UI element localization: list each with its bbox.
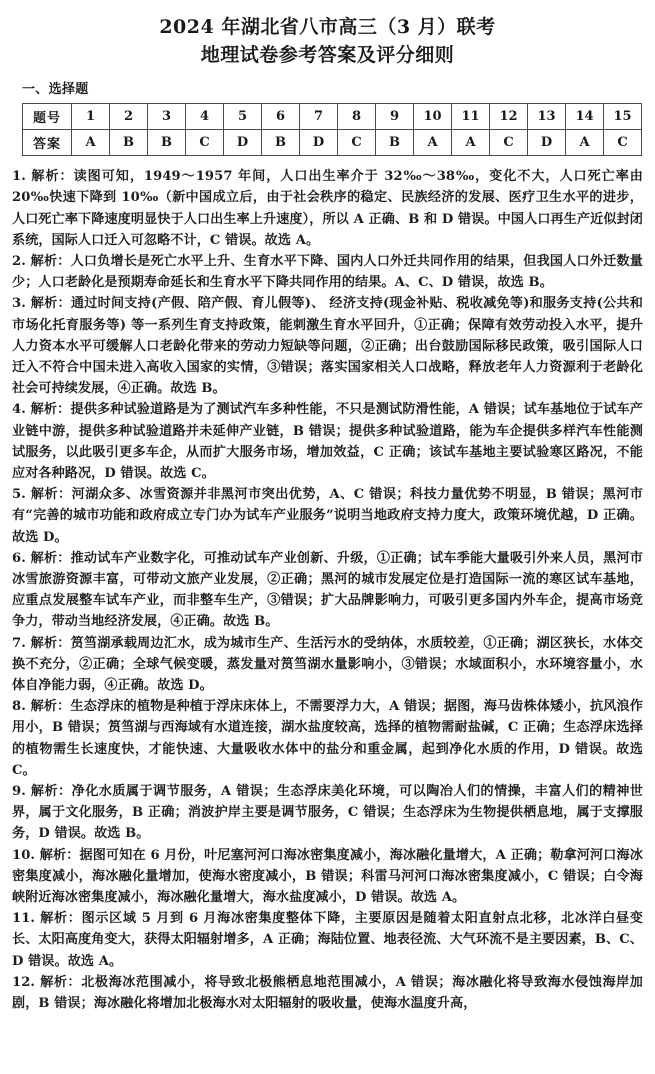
answer-cell: D — [224, 130, 262, 156]
question-number-cell: 5 — [224, 104, 262, 130]
question-number-cell: 12 — [490, 104, 528, 130]
explanation-item: 2. 解析：人口负增长是死亡水平上升、生育水平下降、国内人口外迁共同作用的结果，但我国人口外迁数量少；人口老龄化是预期寿命延长和生育水平下降共同作用的结果。A、C、D 错误，故选 B。 — [12, 253, 643, 291]
explanation-item: 11. 解析：图示区域 5 月到 6 月海冰密集度整体下降，主要原因是随着太阳直射点北移，北冰洋白昼变长、太阳高度角变大，获得太阳辐射增多，A 正确；海陆位置、地表径流、大气环流不是主要因素，B、C、D 错误。故选 A。 — [12, 911, 643, 969]
explanation-item: 1. 解析：读图可知，1949～1957 年间，人口出生率介于 32‰～38‰，变化不大，人口死亡率由 20‰快速下降到 10‰（新中国成立后，由于社会秩序的稳定、民族经济的发展、医疗卫生水平的进步，人口死亡率下降速度明显快于人口出生率上升速度），所以 A 正确、B 和 D 错误。中国人口再生产近似封闭系统，国际人口迁入可忽略不计，C 错误。故选 A。 — [12, 169, 643, 248]
explanation-item: 12. 解析：北极海冰范围减小，将导致北极熊栖息地范围减小，A 错误；海冰融化将导致海水侵蚀海岸加剧，B 错误；海冰融化将增加北极海水对太阳辐射的吸收量，使海水温度升高， — [12, 974, 643, 1012]
table-row-question-numbers — [23, 104, 642, 130]
explanation-item: 5. 解析：河湖众多、冰雪资源并非黑河市突出优势，A、C 错误；科技力量优势不明显，B 错误；黑河市有“完善的城市功能和政府成立专门办为试车产业服务”说明当地政府支持力度大，政策环境优越，D 正确。故选 D。 — [12, 487, 643, 545]
question-number-cell: 11 — [452, 104, 490, 130]
answer-cell: C — [186, 130, 224, 156]
answer-cell: B — [376, 130, 414, 156]
explanation-item: 10. 解析：据图可知在 6 月份，叶尼塞河河口海冰密集度减小，海冰融化量增大，A 正确；勒拿河河口海冰密集度减小，海冰融化量增加，使海水密度减小，B 错误；科雷马河河口海冰密集度减小，C 错误；白令海峡附近海冰密集度减小，海冰融化量增大，海水盐度减小，D 错误。故选 A。 — [12, 847, 643, 905]
question-number-cell: 10 — [414, 104, 452, 130]
question-number-cell: 9 — [376, 104, 414, 130]
explanation-item: 9. 解析：净化水质属于调节服务，A 错误；生态浮床美化环境，可以陶冶人们的情操，丰富人们的精神世界，属于文化服务，B 正确；消波护岸主要是调节服务，C 错误；生态浮床为生物提供栖息地，属于支撑服务，D 错误。故选 B。 — [12, 783, 643, 842]
row-label-question: 题号 — [23, 104, 72, 130]
answer-cell: A — [566, 130, 604, 156]
question-number-cell: 3 — [148, 104, 186, 130]
question-number-cell: 15 — [604, 104, 642, 130]
question-number-cell: 4 — [186, 104, 224, 130]
question-number-cell: 8 — [338, 104, 376, 130]
answer-cell: A — [414, 130, 452, 156]
document-title-line-2: 地理试卷参考答案及评分细则 — [200, 43, 455, 66]
answer-cell: A — [72, 130, 110, 156]
question-number-cell: 7 — [300, 104, 338, 130]
question-number-cell: 14 — [566, 104, 604, 130]
document-title-block — [10, 0, 645, 69]
explanation-item: 7. 解析：筼筜湖承载周边汇水，成为城市生产、生活污水的受纳体，水质较差，①正确；湖区狭长，水体交换不充分，②正确；全球气候变暖，蒸发量对筼筜湖水量影响小，③错误；水域面积小，水环境容量小，水体自净能力弱，④正确。故选 D。 — [12, 635, 643, 693]
question-number-cell: 1 — [72, 104, 110, 130]
answer-cell: B — [110, 130, 148, 156]
answer-cell: C — [490, 130, 528, 156]
explanation-item: 4. 解析：提供多种试验道路是为了测试汽车多种性能，不只是测试防滑性能，A 错误；试车基地位于试车产业链中游，提供多种试验道路并未延伸产业链，B 错误；提供多种试验道路，能为车企提供多样汽车性能测试服务，以此吸引更多车企，从而扩大服务市场，增加效益，C 正确；该试车基地主要试验寒区路况，不能应对各种路况，D 错误。故选 C。 — [12, 402, 643, 481]
document-title-line-1: 2024 年湖北省八市高三（3 月）联考 — [159, 16, 496, 38]
section-heading-multiple-choice: 一、选择题 — [22, 82, 89, 98]
table-row-answers — [23, 130, 642, 156]
explanations-list — [10, 166, 645, 1014]
question-number-cell: 13 — [528, 104, 566, 130]
answer-cell: B — [148, 130, 186, 156]
answer-cell: C — [604, 130, 642, 156]
explanation-item: 8. 解析：生态浮床的植物是种植于浮床床体上，不需要浮力大，A 错误；据图，海马齿株体矮小，抗风浪作用小，B 错误；筼筜湖与西海域有水道连接，湖水盐度较高，选择的植物需耐盐碱，C 正确；生态浮床选择的植物需生长速度快，才能快速、大量吸收水体中的盐分和重金属，起到净化水质的作用，D 错误。故选 C。 — [12, 699, 643, 778]
question-number-cell: 6 — [262, 104, 300, 130]
answer-cell: C — [338, 130, 376, 156]
answer-cell: D — [300, 130, 338, 156]
answer-key-table — [22, 103, 642, 156]
answer-cell: D — [528, 130, 566, 156]
explanation-item: 6. 解析：推动试车产业数字化，可推动试车产业创新、升级，①正确；试车季能大量吸引外来人员，黑河市冰雪旅游资源丰富，可带动文旅产业发展，②正确；黑河的城市发展定位是打造国际一流的寒区试车基地，应重点发展整车试车产业，而非整车生产，③错误；扩大品牌影响力，可吸引更多国内外车企，提高市场竞争力，带动当地经济发展，④正确。故选 B。 — [12, 550, 643, 630]
answer-cell: B — [262, 130, 300, 156]
question-number-cell: 2 — [110, 104, 148, 130]
row-label-answer: 答案 — [23, 130, 72, 156]
explanation-item: 3. 解析：通过时间支持(产假、陪产假、育儿假等)、 经济支持(现金补贴、税收减免等)和服务支持(公共和市场化托育服务等) 等一系列生育支持政策，能刺激生育水平回升，①正确；保障有效劳动投入水平，提升人力资本水平可缓解人口老龄化带来的劳动力短缺等问题，②正确；出台鼓励国际移民政策，吸引国际人口迁入不符合中国未进入高收入国家的实情，③错误；落实国家相关人口战略，释放老年人力资源利于老龄化社会可持续发展，④正确。故选 B。 — [12, 296, 643, 397]
answer-cell: A — [452, 130, 490, 156]
